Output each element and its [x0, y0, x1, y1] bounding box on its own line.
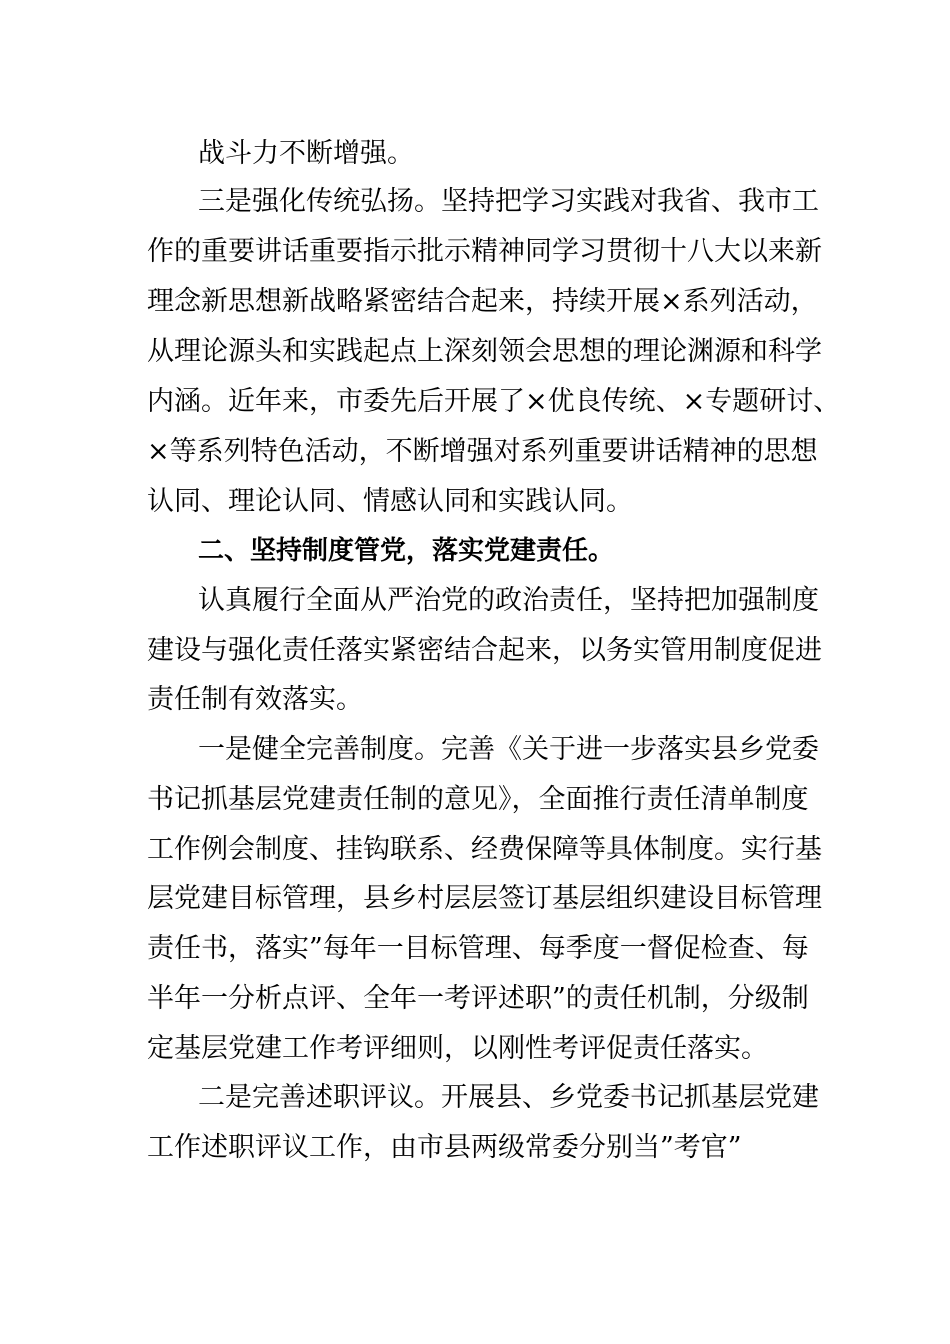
paragraph-line: 定基层党建工作考评细则，以刚性考评促责任落实。	[147, 1033, 768, 1064]
paragraph-line: 工作述职评议工作，由市县两级常委分别当”考官”	[147, 1132, 742, 1163]
paragraph-line: 内涵。近年来，市委先后开展了×优良传统、×专题研讨、	[147, 386, 841, 417]
paragraph-line: 责任书，落实”每年一目标管理、每季度一督促检查、每	[147, 933, 809, 964]
paragraph-line: 认真履行全面从严治党的政治责任，坚持把加强制度	[198, 585, 819, 616]
paragraph-line: 从理论源头和实践起点上深刻领会思想的理论渊源和科学	[147, 336, 822, 367]
paragraph-line: 二是完善述职评议。开展县、乡党委书记抓基层党建	[198, 1082, 819, 1113]
paragraph-line: 认同、理论认同、情感认同和实践认同。	[147, 486, 633, 517]
paragraph-line: 书记抓基层党建责任制的意见》，全面推行责任清单制度	[147, 784, 809, 815]
paragraph-line: ×等系列特色活动，不断增强对系列重要讲话精神的思想	[147, 436, 818, 467]
paragraph-line: 层党建目标管理，县乡村层层签订基层组织建设目标管理	[147, 883, 822, 914]
paragraph-line: 工作例会制度、挂钩联系、经费保障等具体制度。实行基	[147, 834, 822, 865]
paragraph-line: 一是健全完善制度。完善《关于进一步落实县乡党委	[198, 734, 819, 765]
paragraph-line: 三是强化传统弘扬。坚持把学习实践对我省、我市工	[198, 186, 819, 217]
section-heading: 二、坚持制度管党，落实党建责任。	[198, 536, 615, 566]
paragraph-line: 理念新思想新战略紧密结合起来，持续开展×系列活动，	[147, 286, 818, 317]
paragraph-line: 战斗力不断增强。	[198, 138, 414, 169]
paragraph-line: 建设与强化责任落实紧密结合起来，以务实管用制度促进	[147, 635, 822, 666]
paragraph-line: 作的重要讲话重要指示批示精神同学习贯彻十八大以来新	[147, 236, 822, 267]
paragraph-line: 责任制有效落实。	[147, 684, 363, 715]
paragraph-line: 半年一分析点评、全年一考评述职”的责任机制，分级制	[147, 983, 809, 1014]
